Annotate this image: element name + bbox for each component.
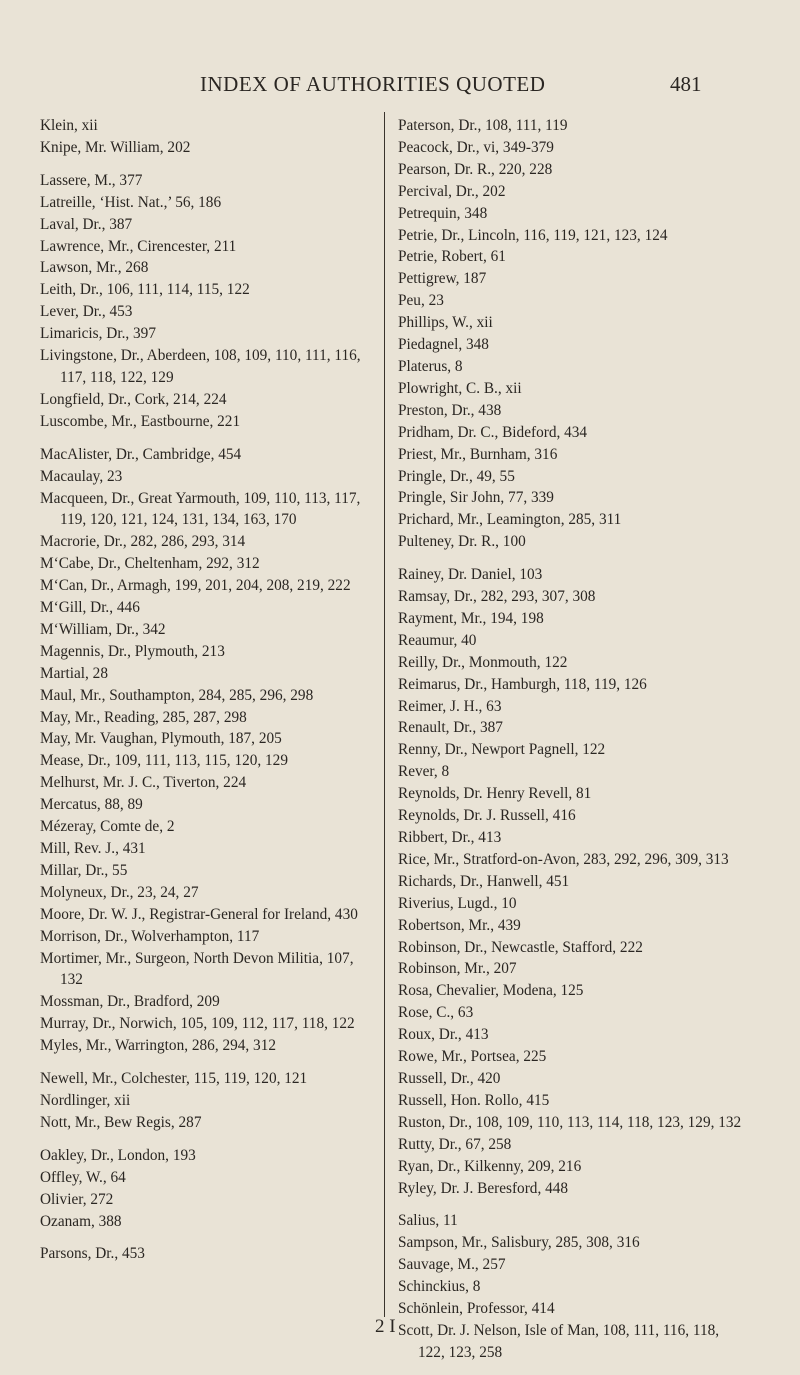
index-entry: Schönlein, Professor, 414 (398, 1300, 555, 1318)
index-entry: Reimer, J. H., 63 (398, 697, 502, 715)
index-letter-group (398, 1210, 743, 1363)
index-entry: Mill, Rev. J., 431 (40, 840, 146, 857)
index-entry: Scott, Dr. J. Nelson, Isle of Man, 108, 111, 116, 118, 122, 123, 258 (398, 1321, 720, 1361)
index-column-right (398, 115, 743, 1375)
index-entry: Renny, Dr., Newport Pagnell, 122 (398, 741, 606, 759)
index-entry: Petrequin, 348 (398, 204, 488, 222)
index-letter-group (40, 1068, 380, 1134)
index-entry: Petrie, Dr., Lincoln, 116, 119, 121, 123, 124 (398, 226, 668, 244)
index-entry: Paterson, Dr., 108, 111, 119 (398, 117, 568, 134)
index-entry: Oakley, Dr., London, 193 (40, 1146, 196, 1164)
index-entry: Reimarus, Dr., Hamburgh, 118, 119, 126 (398, 675, 647, 693)
index-column-left (40, 115, 380, 1276)
index-entry: MacAlister, Dr., Cambridge, 454 (40, 445, 242, 463)
signature-mark: 2 I (375, 1316, 396, 1337)
index-entry: Livingstone, Dr., Aberdeen, 108, 109, 110, 111, 116, 117, 118, 122, 129 (40, 347, 361, 386)
index-entry: Macrorie, Dr., 282, 286, 293, 314 (40, 533, 246, 551)
index-entry: M‘William, Dr., 342 (40, 620, 166, 638)
index-entry: Plowright, C. B., xii (398, 379, 522, 397)
index-letter-group (40, 170, 380, 433)
index-entry: Ozanam, 388 (40, 1212, 122, 1230)
index-entry: Sampson, Mr., Salisbury, 285, 308, 316 (398, 1234, 640, 1252)
index-entry: Myles, Mr., Warrington, 286, 294, 312 (40, 1037, 277, 1055)
index-entry: Mossman, Dr., Bradford, 209 (40, 993, 220, 1011)
index-entry: Rayment, Mr., 194, 198 (398, 609, 544, 627)
index-entry: Pearson, Dr. R., 220, 228 (398, 160, 553, 178)
index-entry: Olivier, 272 (40, 1190, 114, 1208)
index-entry: Newell, Mr., Colchester, 115, 119, 120, 121 (40, 1070, 308, 1088)
index-entry: Rutty, Dr., 67, 258 (398, 1135, 512, 1153)
index-entry: Phillips, W., xii (398, 314, 493, 332)
index-entry: Ribbert, Dr., 413 (398, 829, 502, 846)
index-entry: M‘Gill, Dr., 446 (40, 599, 140, 617)
index-entry: Martial, 28 (40, 664, 108, 682)
index-entry: Robertson, Mr., 439 (398, 916, 521, 934)
index-entry: Moore, Dr. W. J., Registrar-General for Ireland, 430 (40, 905, 358, 923)
index-entry: Mease, Dr., 109, 111, 113, 115, 120, 129 (40, 752, 288, 770)
index-entry: Latreille, ‘Hist. Nat.,’ 56, 186 (40, 193, 222, 211)
index-entry: Parsons, Dr., 453 (40, 1245, 145, 1263)
index-entry: Offley, W., 64 (40, 1168, 126, 1186)
index-entry: M‘Can, Dr., Armagh, 199, 201, 204, 208, 219, 222 (40, 577, 351, 595)
index-entry: Klein, xii (40, 117, 98, 134)
index-entry: May, Mr., Reading, 285, 287, 298 (40, 708, 247, 726)
index-entry: Laval, Dr., 387 (40, 215, 133, 233)
index-entry: Pridham, Dr. C., Bideford, 434 (398, 423, 588, 441)
index-entry: Limaricis, Dr., 397 (40, 325, 156, 343)
index-letter-group (40, 1145, 380, 1233)
index-entry: Salius, 11 (398, 1212, 458, 1230)
index-entry: Longfield, Dr., Cork, 214, 224 (40, 390, 227, 408)
index-entry: Leith, Dr., 106, 111, 114, 115, 122 (40, 281, 250, 299)
index-letter-group (398, 115, 743, 553)
index-entry: Macqueen, Dr., Great Yarmouth, 109, 110, 113, 117, 119, 120, 121, 124, 131, 134, 163, 170 (40, 489, 361, 529)
index-entry: M‘Cabe, Dr., Cheltenham, 292, 312 (40, 555, 260, 573)
index-entry: Richards, Dr., Hanwell, 451 (398, 872, 570, 890)
index-entry: Peacock, Dr., vi, 349-379 (398, 138, 554, 156)
index-entry: Molyneux, Dr., 23, 24, 27 (40, 883, 199, 901)
index-entry: Reaumur, 40 (398, 631, 477, 649)
index-entry: Preston, Dr., 438 (398, 401, 502, 419)
index-entry: Reynolds, Dr. J. Russell, 416 (398, 807, 576, 825)
index-entry: Mercatus, 88, 89 (40, 796, 143, 814)
index-entry: Platerus, 8 (398, 357, 463, 375)
index-entry: Rainey, Dr. Daniel, 103 (398, 566, 543, 584)
page-header (0, 72, 800, 102)
index-entry: Macaulay, 23 (40, 467, 123, 485)
index-letter-group (40, 444, 380, 1057)
index-entry: Piedagnel, 348 (398, 336, 489, 354)
column-divider (384, 112, 385, 1317)
index-entry: Russell, Hon. Rollo, 415 (398, 1091, 550, 1109)
index-entry: Pettigrew, 187 (398, 270, 487, 288)
index-entry: Magennis, Dr., Plymouth, 213 (40, 642, 225, 660)
index-entry: Priest, Mr., Burnham, 316 (398, 445, 558, 463)
index-entry: Pringle, Sir John, 77, 339 (398, 489, 554, 507)
index-entry: Petrie, Robert, 61 (398, 248, 506, 266)
index-entry: Reilly, Dr., Monmouth, 122 (398, 653, 568, 671)
index-entry: Roux, Dr., 413 (398, 1026, 489, 1044)
index-entry: Nott, Mr., Bew Regis, 287 (40, 1113, 202, 1131)
index-entry: Millar, Dr., 55 (40, 861, 128, 879)
index-entry: Rowe, Mr., Portsea, 225 (398, 1048, 547, 1066)
index-letter-group (40, 1243, 380, 1265)
index-entry: Mézeray, Comte de, 2 (40, 818, 175, 836)
index-entry: Pulteney, Dr. R., 100 (398, 533, 526, 551)
index-entry: Percival, Dr., 202 (398, 182, 506, 200)
page-number: 481 (670, 72, 702, 96)
index-entry: Morrison, Dr., Wolverhampton, 117 (40, 927, 260, 945)
index-entry: Peu, 23 (398, 292, 444, 310)
index-entry: Sauvage, M., 257 (398, 1256, 506, 1274)
index-entry: Mortimer, Mr., Surgeon, North Devon Militia, 107, 132 (40, 949, 354, 989)
index-entry: Ryan, Dr., Kilkenny, 209, 216 (398, 1157, 582, 1175)
index-entry: Lawrence, Mr., Cirencester, 211 (40, 237, 237, 255)
running-title: INDEX OF AUTHORITIES QUOTED (200, 72, 546, 96)
index-entry: Schinckius, 8 (398, 1278, 481, 1296)
index-entry: Pringle, Dr., 49, 55 (398, 467, 515, 485)
index-entry: Russell, Dr., 420 (398, 1069, 501, 1087)
index-entry: Prichard, Mr., Leamington, 285, 311 (398, 511, 622, 529)
index-entry: Rosa, Chevalier, Modena, 125 (398, 982, 584, 1000)
index-entry: Maul, Mr., Southampton, 284, 285, 296, 298 (40, 686, 314, 704)
index-entry: Lassere, M., 377 (40, 171, 143, 189)
index-entry: Nordlinger, xii (40, 1091, 131, 1109)
index-entry: Lawson, Mr., 268 (40, 259, 149, 277)
index-entry: Ramsay, Dr., 282, 293, 307, 308 (398, 588, 596, 606)
index-entry: Renault, Dr., 387 (398, 719, 503, 737)
index-entry: Melhurst, Mr. J. C., Tiverton, 224 (40, 774, 247, 792)
index-entry: Riverius, Lugd., 10 (398, 894, 517, 912)
index-entry: Robinson, Mr., 207 (398, 960, 517, 978)
index-entry: Rice, Mr., Stratford-on-Avon, 283, 292, 296, 309, 313 (398, 850, 729, 868)
index-entry: Murray, Dr., Norwich, 105, 109, 112, 117, 118, 122 (40, 1015, 355, 1033)
index-entry: Knipe, Mr. William, 202 (40, 138, 191, 156)
index-entry: Ruston, Dr., 108, 109, 110, 113, 114, 118, 123, 129, 132 (398, 1113, 742, 1131)
index-entry: Robinson, Dr., Newcastle, Stafford, 222 (398, 938, 643, 956)
index-entry: Luscombe, Mr., Eastbourne, 221 (40, 412, 241, 430)
index-entry: Ryley, Dr. J. Beresford, 448 (398, 1179, 569, 1197)
index-letter-group (398, 564, 743, 1199)
index-letter-group (40, 115, 380, 159)
index-entry: Rose, C., 63 (398, 1004, 474, 1022)
index-entry: Rever, 8 (398, 763, 450, 781)
index-entry: Lever, Dr., 453 (40, 303, 133, 321)
index-entry: May, Mr. Vaughan, Plymouth, 187, 205 (40, 730, 282, 748)
index-entry: Reynolds, Dr. Henry Revell, 81 (398, 785, 592, 803)
